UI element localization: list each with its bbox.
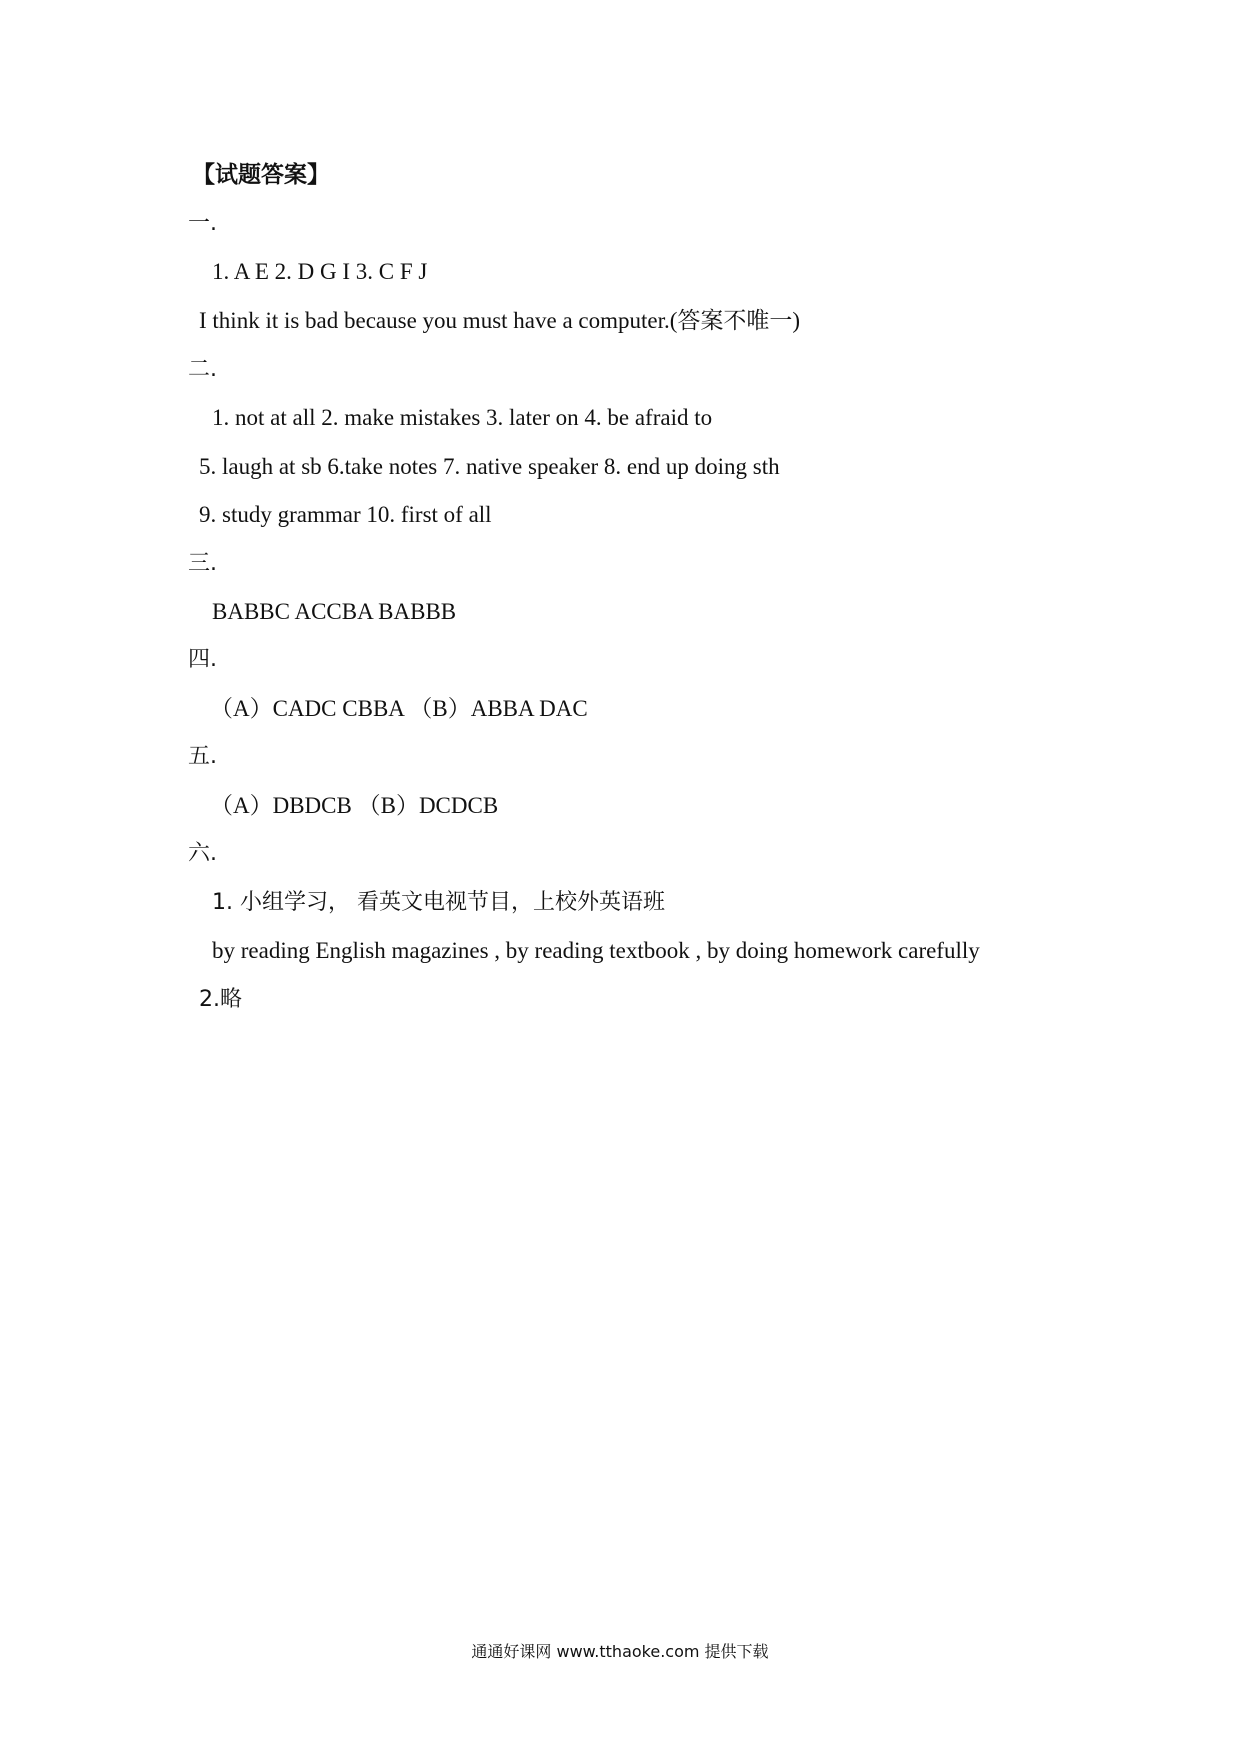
section-heading-3: 三.	[188, 551, 217, 576]
section-2-line-3: 9. study grammar 10. first of all	[199, 502, 492, 527]
page-footer: 通通好课网 www.tthaoke.com 提供下载	[471, 1642, 769, 1661]
section-6-line-3: 2.略	[199, 987, 242, 1012]
section-2-line-1: 1. not at all 2. make mistakes 3. later on 4. be afraid to	[212, 405, 713, 430]
section-heading-6: 六.	[188, 841, 217, 866]
section-6-line-2: by reading English magazines , by reading textbook , by doing homework carefully	[212, 938, 980, 963]
section-1-line-2: I think it is bad because you must have a computer.(答案不唯一)	[199, 308, 801, 333]
section-3-line-1: BABBC ACCBA BABBB	[212, 599, 457, 624]
section-heading-4: 四.	[188, 647, 217, 672]
section-4-line-1: （A）CADC CBBA （B）ABBA DAC	[210, 696, 588, 721]
section-heading-2: 二.	[188, 357, 217, 382]
section-1-line-1: 1. A E 2. D G I 3. C F J	[212, 259, 428, 284]
section-2-line-2: 5. laugh at sb 6.take notes 7. native speaker 8. end up doing sth	[199, 454, 780, 479]
section-6-line-1: 1. 小组学习， 看英文电视节目，上校外英语班	[212, 890, 665, 915]
section-5-line-1: （A）DBDCB （B）DCDCB	[210, 793, 499, 818]
section-heading-5: 五.	[188, 744, 217, 769]
section-heading-1: 一.	[188, 211, 217, 236]
page-title: 【试题答案】	[192, 162, 330, 188]
